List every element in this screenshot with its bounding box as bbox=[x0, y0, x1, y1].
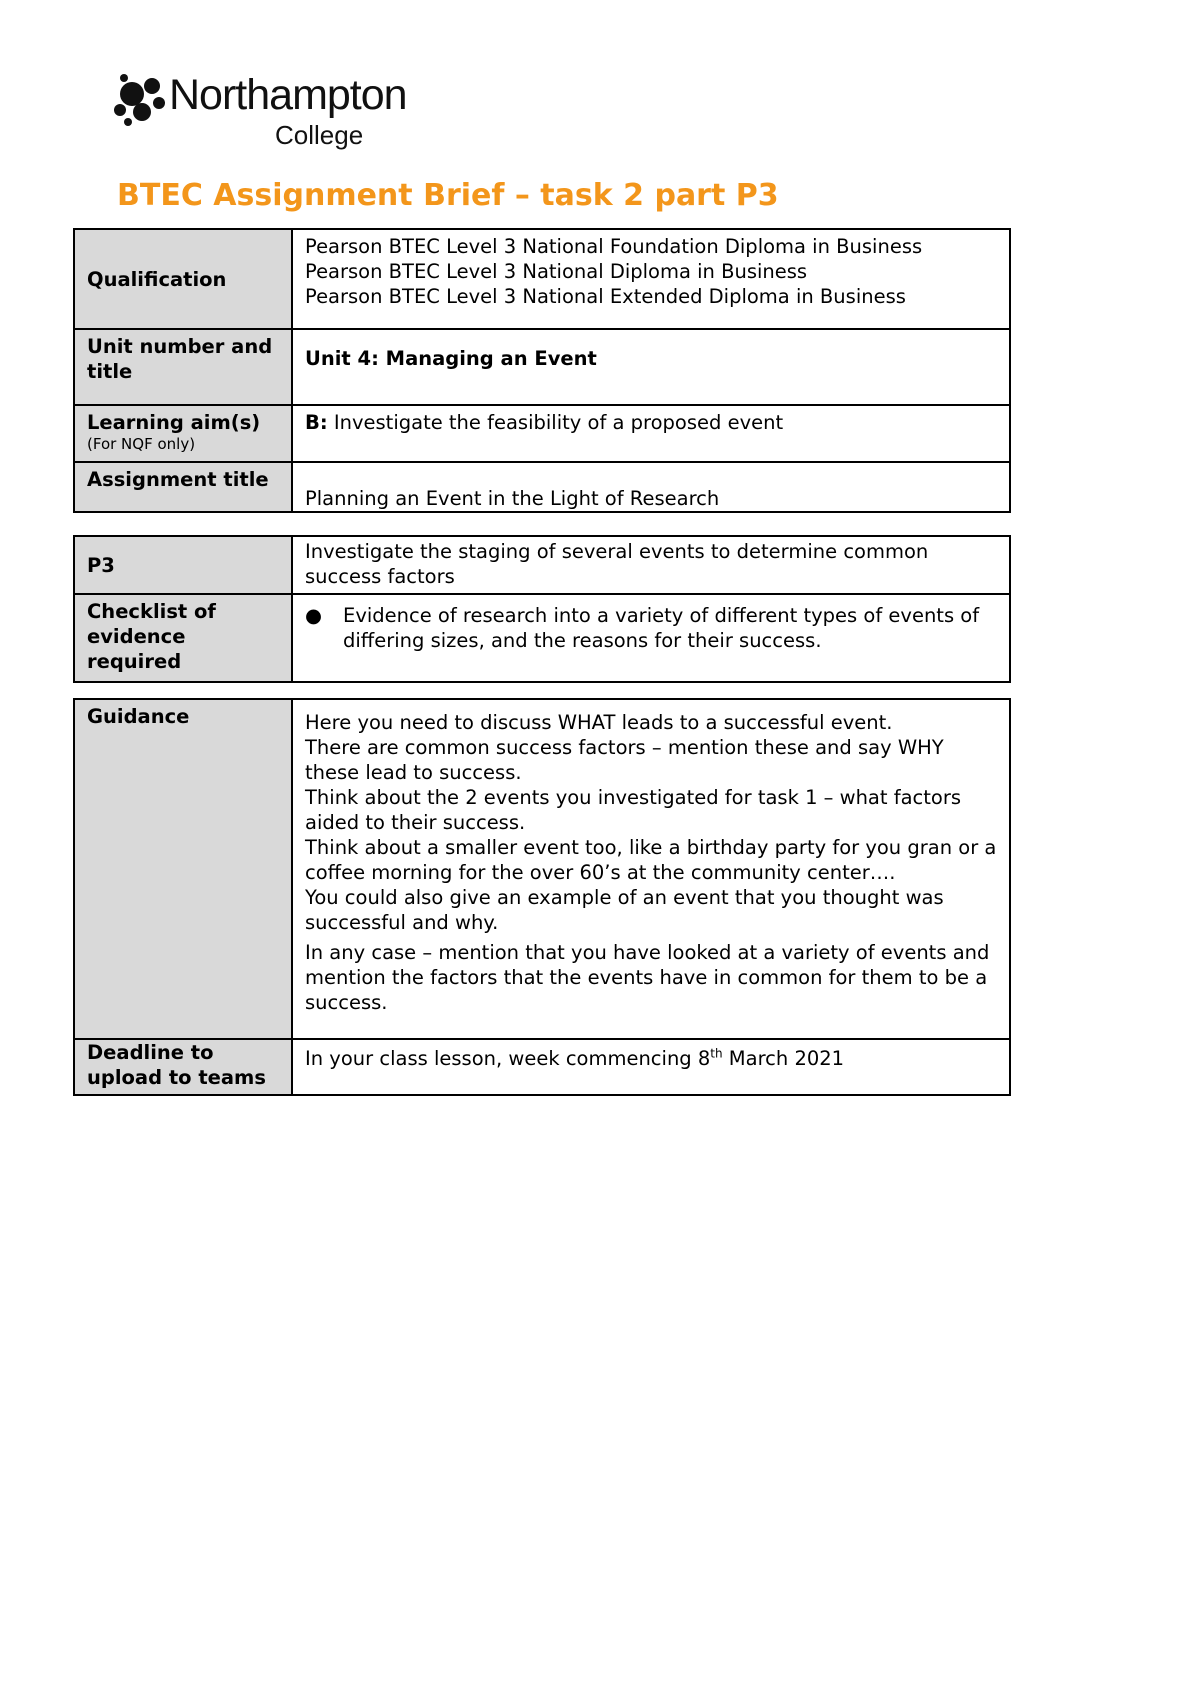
guidance-cell bbox=[292, 699, 1010, 1039]
table-row bbox=[74, 536, 1010, 594]
unit-cell bbox=[292, 329, 1010, 405]
qualification-line: Pearson BTEC Level 3 National Diploma in Business bbox=[305, 260, 808, 283]
learning-aim-cell bbox=[292, 405, 1010, 462]
guidance-line: In any case – mention that you have looked at a variety of events and mention the factors that the events have in common for them to be a success. bbox=[305, 941, 990, 1014]
unit-value: Unit 4: Managing an Event bbox=[305, 347, 597, 370]
checklist-item-text: Evidence of research into a variety of different types of events of differing sizes, and the reasons for their success. bbox=[343, 604, 980, 652]
table-row bbox=[74, 594, 1010, 682]
learning-aim-label: Learning aim(s) bbox=[87, 411, 261, 434]
learning-aim-prefix: B: bbox=[305, 411, 328, 434]
guidance-line: You could also give an example of an event that you thought was successful and why. bbox=[305, 886, 944, 934]
bullet-icon: ● bbox=[305, 604, 323, 627]
learning-aim-value: Investigate the feasibility of a proposed event bbox=[327, 411, 784, 434]
deadline-text: In your class lesson, week commencing 8 bbox=[305, 1047, 711, 1070]
guidance-line: There are common success factors – mention these and say WHY these lead to success. bbox=[305, 736, 944, 784]
deadline-label: Deadline to upload to teams bbox=[74, 1039, 292, 1095]
assignment-title-cell bbox=[292, 462, 1010, 512]
learning-aim-note: (For NQF only) bbox=[87, 435, 196, 453]
guidance-table bbox=[73, 698, 1011, 1096]
criterion-value: Investigate the staging of several events to determine common success factors bbox=[292, 536, 1010, 594]
guidance-line: Think about a smaller event too, like a birthday party for you gran or a coffee morning for the over 60’s at the community center…. bbox=[305, 836, 997, 884]
guidance-line: Here you need to discuss WHAT leads to a successful event. bbox=[305, 711, 893, 734]
guidance-line: Think about the 2 events you investigated for task 1 – what factors aided to their success. bbox=[305, 786, 962, 834]
list-item bbox=[305, 603, 997, 653]
assignment-title-label: Assignment title bbox=[74, 462, 292, 512]
table-row bbox=[74, 229, 1010, 329]
assignment-title-value: Planning an Event in the Light of Research bbox=[305, 487, 720, 510]
table-row bbox=[74, 329, 1010, 405]
page-title: BTEC Assignment Brief – task 2 part P3 bbox=[117, 178, 779, 213]
unit-label: Unit number and title bbox=[74, 329, 292, 405]
logo-name-line2: College bbox=[275, 120, 364, 150]
college-logo bbox=[112, 70, 412, 158]
table-row bbox=[74, 405, 1010, 462]
learning-aim-label-cell bbox=[74, 405, 292, 462]
logo-dots-icon bbox=[112, 70, 172, 130]
criteria-table bbox=[73, 535, 1011, 683]
qualification-line: Pearson BTEC Level 3 National Foundation Diploma in Business bbox=[305, 235, 923, 258]
unit-info-table bbox=[73, 228, 1011, 513]
qualification-line: Pearson BTEC Level 3 National Extended Diploma in Business bbox=[305, 285, 906, 308]
table-row bbox=[74, 462, 1010, 512]
logo-name-line1: Northampton bbox=[169, 71, 407, 119]
deadline-tail: March 2021 bbox=[722, 1047, 845, 1070]
deadline-suffix: th bbox=[710, 1046, 723, 1061]
criterion-label: P3 bbox=[74, 536, 292, 594]
checklist-cell bbox=[292, 594, 1010, 682]
table-row bbox=[74, 699, 1010, 1039]
qualification-cell bbox=[292, 229, 1010, 329]
checklist-label: Checklist of evidence required bbox=[74, 594, 292, 682]
guidance-label: Guidance bbox=[74, 699, 292, 1039]
table-row bbox=[74, 1039, 1010, 1095]
qualification-label: Qualification bbox=[74, 229, 292, 329]
deadline-cell bbox=[292, 1039, 1010, 1095]
